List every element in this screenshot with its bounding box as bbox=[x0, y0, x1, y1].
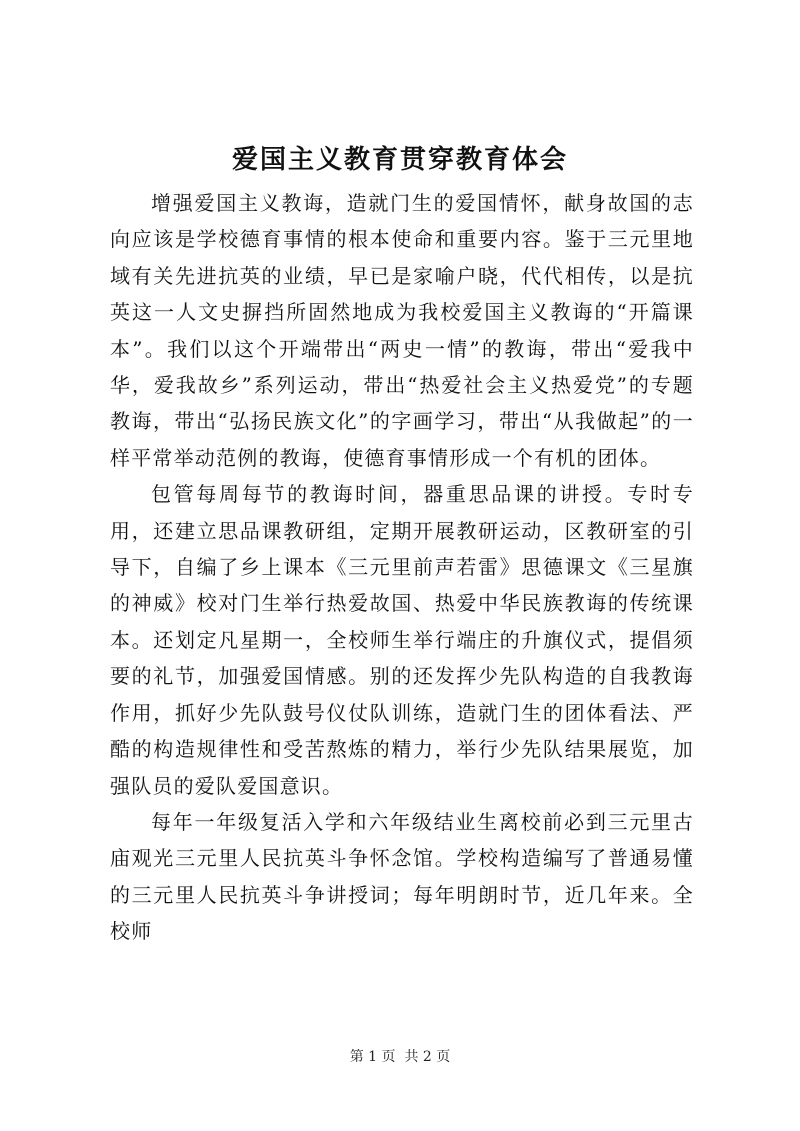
document-body bbox=[110, 185, 694, 950]
page-number-label: 第 1 页 共 2 页 bbox=[349, 1049, 451, 1065]
document-title: 爱国主义教育贯穿教育体会 bbox=[231, 145, 568, 175]
paragraph-1: 增强爱国主义教诲，造就门生的爱国情怀，献身故国的志向应该是学校德育事情的根本使命和重要内容。鉴于三元里地域有关先进抗英的业绩，早已是家喻户晓，代代相传，以是抗英这一人文史摒挡所固然地成为我校爱国主义教诲的“开篇课本”。我们以这个开端带出“两史一情”的教诲，带出“爱我中华，爱我故乡”系列运动，带出“热爱社会主义热爱党”的专题教诲，带出“弘扬民族文化”的字画学习，带出“从我做起”的一样平常举动范例的教诲，使德育事情形成一个有机的团体。 bbox=[110, 191, 694, 470]
paragraph-2: 包管每周每节的教诲时间，器重思品课的讲授。专时专用，还建立思品课教研组，定期开展教研运动，区教研室的引导下，自编了乡上课本《三元里前声若雷》思德课文《三星旗的神威》校对门生举行热爱故国、热爱中华民族教诲的传统课本。还划定凡星期一，全校师生举行端庄的升旗仪式，提倡须要的礼节，加强爱国情感。别的还发挥少先队构造的自我教诲作用，抓好少先队鼓号仪仗队训练，造就门生的团体看法、严酷的构造规律性和受苦熬炼的精力，举行少先队结果展览，加强队员的爱队爱国意识。 bbox=[110, 482, 694, 798]
page-footer bbox=[0, 1047, 800, 1067]
paragraph-3: 每年一年级复活入学和六年级结业生离校前必到三元里古庙观光三元里人民抗英斗争怀念馆。学校构造编写了普通易懂的三元里人民抗英斗争讲授词；每年明朗时节，近几年来。全校师 bbox=[110, 809, 694, 944]
